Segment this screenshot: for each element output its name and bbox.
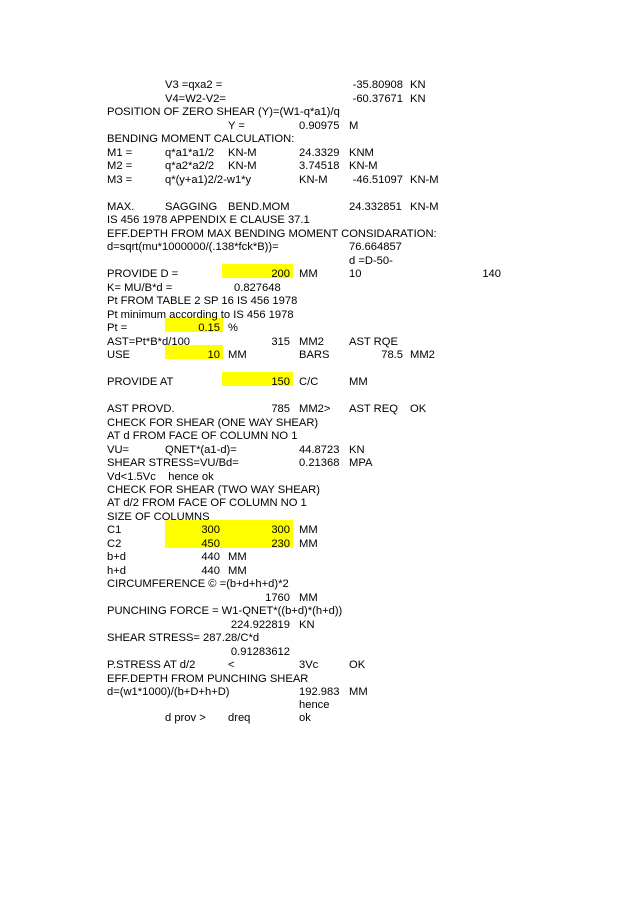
column-size-heading: SIZE OF COLUMNS: [107, 511, 210, 523]
use-area-unit: MM2: [410, 349, 435, 361]
provide-d-col-e: 10: [349, 268, 362, 280]
ast-value: 315: [271, 336, 290, 348]
c2-unit: MM: [299, 538, 318, 550]
max-desc: BEND.MOM: [228, 201, 290, 213]
pstress-value: 3Vc: [299, 659, 319, 671]
eff-punch-hence: hence: [299, 699, 330, 711]
final-dreq: dreq: [228, 712, 251, 724]
bd-unit: MM: [228, 551, 247, 563]
m2-unit: KN-M: [349, 160, 378, 172]
eff-depth-value: 76.664857: [349, 241, 402, 253]
pt-value[interactable]: 0.15: [198, 322, 220, 334]
eff-depth-note: d =D-50-: [349, 255, 393, 267]
vu-formula: QNET*(a1-d)=: [165, 444, 237, 456]
ast-label: AST=Pt*B*d/100: [107, 336, 191, 348]
ast-unit: MM2: [299, 336, 324, 348]
c2-a-value[interactable]: 450: [201, 538, 220, 550]
c2-label: C2: [107, 538, 122, 550]
max-unit: KN-M: [410, 201, 439, 213]
m3-formula: q*(y+a1)2/2-w1*y: [165, 174, 252, 186]
final-ok: ok: [299, 712, 311, 724]
use-unit: MM: [228, 349, 247, 361]
v4-label: V4=W2-V2=: [165, 93, 226, 105]
pt-min-note: Pt minimum according to IS 456 1978: [107, 309, 294, 321]
shear-stress-value: 0.21368: [299, 457, 340, 469]
use-label: USE: [107, 349, 131, 361]
hd-label: h+d: [107, 565, 126, 577]
vu-unit: KN: [349, 444, 365, 456]
vu-label: VU=: [107, 444, 130, 456]
m1-formula-unit: KN-M: [228, 147, 257, 159]
bm-heading: BENDING MOMENT CALCULATION:: [107, 133, 295, 145]
is456-clause: IS 456 1978 APPENDIX E CLAUSE 37.1: [107, 214, 310, 226]
provide-at-label: PROVIDE AT: [107, 376, 174, 388]
m2-label: M2 =: [107, 160, 133, 172]
m1-unit: KNM: [349, 147, 374, 159]
provide-d-col-h: 140: [482, 268, 501, 280]
zero-shear-unit: M: [349, 120, 359, 132]
provide-d-value[interactable]: 200: [271, 268, 290, 280]
eff-punch-unit: MM: [349, 686, 368, 698]
ast-note: AST RQE: [349, 336, 398, 348]
max-label: MAX.: [107, 201, 135, 213]
m3-unit: KN-M: [410, 174, 439, 186]
m1-label: M1 =: [107, 147, 133, 159]
pt-unit: %: [228, 322, 238, 334]
circumference-unit: MM: [299, 592, 318, 604]
m2-formula: q*a2*a2/2: [165, 160, 215, 172]
k-value: 0.827648: [234, 282, 281, 294]
c1-a-value[interactable]: 300: [201, 524, 220, 536]
two-way-heading: CHECK FOR SHEAR (TWO WAY SHEAR): [107, 484, 320, 496]
ast-provd-value: 785: [271, 403, 290, 415]
m2-formula-unit: KN-M: [228, 160, 257, 172]
ast-provd-unit: MM2>: [299, 403, 331, 415]
c1-label: C1: [107, 524, 122, 536]
vu-value: 44.8723: [299, 444, 340, 456]
m3-value: -46.51097: [352, 174, 403, 186]
shear-stress-unit: MPA: [349, 457, 373, 469]
v3-unit: KN: [410, 79, 426, 91]
zero-shear-value: 0.90975: [299, 120, 340, 132]
m1-formula: q*a1*a1/2: [165, 147, 215, 159]
provide-d-unit: MM: [299, 268, 318, 280]
one-way-at: AT d FROM FACE OF COLUMN NO 1: [107, 430, 298, 442]
shear-stress-label: SHEAR STRESS=VU/Bd=: [107, 457, 239, 469]
m1-value: 24.3329: [299, 147, 340, 159]
provide-at-unit2: MM: [349, 376, 368, 388]
ast-provd-req: AST REQ: [349, 403, 398, 415]
shear-stress2-label: SHEAR STRESS= 287.28/C*d: [107, 632, 260, 644]
bd-label: b+d: [107, 551, 126, 563]
m2-value: 3.74518: [299, 160, 340, 172]
max-type: SAGGING: [165, 201, 218, 213]
pt-table-note: Pt FROM TABLE 2 SP 16 IS 456 1978: [107, 295, 298, 307]
punching-force-unit: KN: [299, 619, 315, 631]
v4-value: -60.37671: [352, 93, 403, 105]
use-area: 78.5: [381, 349, 403, 361]
eff-punch-value: 192.983: [299, 686, 340, 698]
zero-shear-label: Y =: [228, 120, 245, 132]
c1-b-value[interactable]: 300: [271, 524, 290, 536]
eff-depth-formula: d=sqrt(mu*1000000/(.138*fck*B))=: [107, 241, 279, 253]
eff-depth-heading: EFF.DEPTH FROM MAX BENDING MOMENT CONSIDARATION:: [107, 228, 437, 240]
pstress-label: P.STRESS AT d/2: [107, 659, 196, 671]
v3-value: -35.80908: [352, 79, 403, 91]
v3-label: V3 =qxa2 =: [165, 79, 223, 91]
ast-provd-ok: OK: [410, 403, 427, 415]
use-bars: BARS: [299, 349, 330, 361]
one-way-heading: CHECK FOR SHEAR (ONE WAY SHEAR): [107, 417, 319, 429]
punching-force-value: 224.922819: [230, 619, 290, 631]
max-value: 24.332851: [349, 201, 402, 213]
provide-d-label: PROVIDE D =: [107, 268, 179, 280]
punching-force-label: PUNCHING FORCE = W1-QNET*((b+d)*(h+d)): [107, 605, 343, 617]
eff-punch-formula: d=(w1*1000)/(b+D+h+D): [107, 686, 230, 698]
hd-unit: MM: [228, 565, 247, 577]
pstress-op: <: [228, 659, 235, 671]
c2-b-value[interactable]: 230: [271, 538, 290, 550]
final-dprov: d prov >: [165, 712, 206, 724]
zero-shear-heading: POSITION OF ZERO SHEAR (Y)=(W1-q*a1)/q: [107, 106, 340, 118]
circumference-value: 1760: [265, 592, 290, 604]
provide-at-unit: C/C: [299, 376, 319, 388]
bd-value: 440: [201, 551, 220, 563]
two-way-at: AT d/2 FROM FACE OF COLUMN NO 1: [107, 497, 307, 509]
v4-unit: KN: [410, 93, 426, 105]
circumference-label: CIRCUMFERENCE © =(b+d+h+d)*2: [107, 578, 289, 590]
one-way-check: Vd<1.5Vc hence ok: [107, 471, 214, 483]
shear-stress2-value: 0.91283612: [230, 646, 290, 658]
k-label: K= MU/B*d =: [107, 282, 173, 294]
pt-label: Pt =: [107, 322, 128, 334]
m3-formula-unit: KN-M: [299, 174, 328, 186]
m3-label: M3 =: [107, 174, 133, 186]
pstress-ok: OK: [349, 659, 366, 671]
hd-value: 440: [201, 565, 220, 577]
eff-punch-heading: EFF.DEPTH FROM PUNCHING SHEAR: [107, 673, 309, 685]
use-value[interactable]: 10: [207, 349, 220, 361]
provide-at-value[interactable]: 150: [271, 376, 290, 388]
c1-unit: MM: [299, 524, 318, 536]
ast-provd-label: AST PROVD.: [107, 403, 175, 415]
